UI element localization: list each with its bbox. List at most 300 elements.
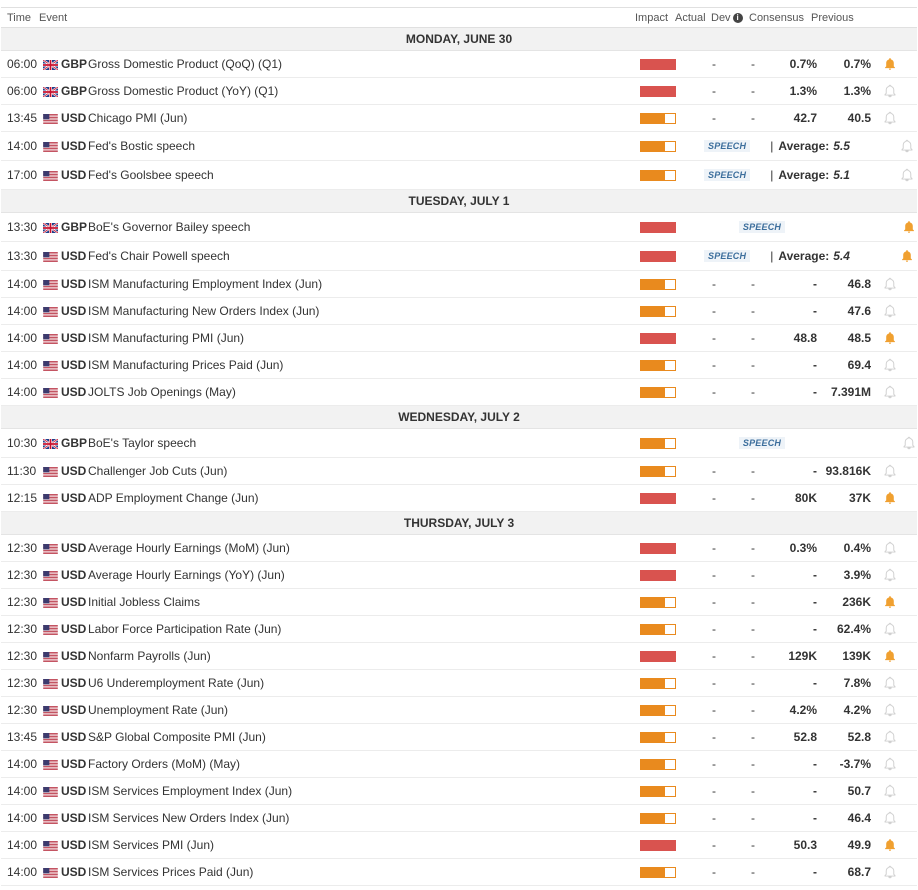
actual-value: - bbox=[712, 568, 716, 582]
impact-medium-bar bbox=[640, 624, 676, 635]
impact-medium-bar bbox=[640, 360, 676, 371]
speech-badge: SPEECH bbox=[739, 437, 785, 449]
event-time: 14:00 bbox=[7, 139, 38, 153]
event-name[interactable]: Fed's Chair Powell speech bbox=[88, 249, 230, 263]
event-row[interactable] bbox=[1, 616, 917, 643]
bell-icon[interactable] bbox=[900, 139, 914, 153]
previous-value: 0.7% bbox=[843, 57, 871, 71]
impact-medium-bar bbox=[640, 466, 676, 477]
us-flag-icon bbox=[43, 493, 58, 503]
deviation-value: - bbox=[751, 676, 755, 690]
currency-code: GBP bbox=[61, 84, 88, 98]
event-time: 14:00 bbox=[7, 277, 38, 291]
impact-fill bbox=[641, 361, 665, 370]
event-time: 14:00 bbox=[7, 358, 38, 372]
event-name[interactable]: Gross Domestic Product (YoY) (Q1) bbox=[88, 84, 279, 98]
consensus-value: - bbox=[813, 811, 817, 825]
deviation-value: - bbox=[751, 784, 755, 798]
event-name[interactable]: ISM Manufacturing New Orders Index (Jun) bbox=[88, 304, 320, 318]
impact-medium-bar bbox=[640, 813, 676, 824]
deviation-value: - bbox=[751, 649, 755, 663]
uk-flag-icon bbox=[43, 86, 58, 96]
impact-fill bbox=[641, 625, 665, 634]
actual-value: - bbox=[712, 304, 716, 318]
bell-icon[interactable] bbox=[900, 168, 914, 182]
event-name[interactable]: S&P Global Composite PMI (Jun) bbox=[88, 730, 266, 744]
currency-code: USD bbox=[61, 595, 87, 609]
event-time: 12:30 bbox=[7, 541, 38, 555]
event-time: 14:00 bbox=[7, 838, 38, 852]
event-name[interactable]: ISM Services PMI (Jun) bbox=[88, 838, 215, 852]
event-row[interactable] bbox=[1, 429, 917, 458]
us-flag-icon bbox=[43, 867, 58, 877]
impact-medium-bar bbox=[640, 867, 676, 878]
currency-code: USD bbox=[61, 865, 87, 879]
event-name[interactable]: BoE's Governor Bailey speech bbox=[88, 220, 251, 234]
us-flag-icon bbox=[43, 113, 58, 123]
speech-cell bbox=[678, 221, 846, 233]
currency-code: GBP bbox=[61, 220, 88, 234]
actual-value: - bbox=[712, 541, 716, 555]
event-time: 13:30 bbox=[7, 249, 38, 263]
impact-high-bar bbox=[640, 251, 676, 262]
event-name[interactable]: Chicago PMI (Jun) bbox=[88, 111, 188, 125]
actual-value: - bbox=[712, 703, 716, 717]
impact-high-bar bbox=[640, 493, 676, 504]
event-name[interactable]: Unemployment Rate (Jun) bbox=[88, 703, 229, 717]
event-row[interactable] bbox=[1, 298, 917, 325]
event-name[interactable]: U6 Underemployment Rate (Jun) bbox=[88, 676, 265, 690]
bell-active-icon[interactable] bbox=[883, 649, 897, 663]
event-time: 14:00 bbox=[7, 865, 38, 879]
bell-icon[interactable] bbox=[883, 541, 897, 555]
event-row[interactable] bbox=[1, 161, 917, 190]
event-row[interactable] bbox=[1, 778, 917, 805]
bell-icon[interactable] bbox=[883, 622, 897, 636]
bell-icon[interactable] bbox=[902, 436, 916, 450]
event-name[interactable]: ISM Manufacturing Employment Index (Jun) bbox=[88, 277, 323, 291]
speech-cell bbox=[704, 168, 874, 182]
event-name[interactable]: Challenger Job Cuts (Jun) bbox=[88, 464, 228, 478]
currency-code: USD bbox=[61, 730, 87, 744]
event-row[interactable] bbox=[1, 859, 917, 886]
currency-code: USD bbox=[61, 703, 87, 717]
event-time: 14:00 bbox=[7, 784, 38, 798]
consensus-value: - bbox=[813, 676, 817, 690]
speech-cell bbox=[704, 249, 874, 263]
event-row[interactable] bbox=[1, 271, 917, 298]
bell-icon[interactable] bbox=[883, 865, 897, 879]
impact-high-bar bbox=[640, 333, 676, 344]
event-row[interactable] bbox=[1, 697, 917, 724]
event-time: 12:30 bbox=[7, 676, 38, 690]
bell-active-icon[interactable] bbox=[883, 57, 897, 71]
bell-icon[interactable] bbox=[883, 277, 897, 291]
uk-flag-icon bbox=[43, 222, 58, 232]
currency-code: USD bbox=[61, 331, 87, 345]
event-row[interactable] bbox=[1, 51, 917, 78]
event-time: 11:30 bbox=[7, 464, 37, 478]
currency-code: USD bbox=[61, 277, 87, 291]
speech-badge: SPEECH bbox=[704, 250, 750, 262]
deviation-value: - bbox=[751, 757, 755, 771]
bell-icon[interactable] bbox=[883, 111, 897, 125]
impact-fill bbox=[640, 493, 676, 504]
consensus-value: 48.8 bbox=[793, 331, 817, 345]
currency-code: USD bbox=[61, 622, 87, 636]
event-time: 06:00 bbox=[7, 84, 38, 98]
event-row[interactable] bbox=[1, 78, 917, 105]
impact-fill bbox=[641, 733, 665, 742]
consensus-value: 0.3% bbox=[789, 541, 817, 555]
us-flag-icon bbox=[43, 387, 58, 397]
previous-value: 48.5 bbox=[847, 331, 871, 345]
event-time: 13:45 bbox=[7, 730, 38, 744]
currency-code: USD bbox=[61, 358, 87, 372]
previous-value: 46.4 bbox=[847, 811, 871, 825]
event-row[interactable] bbox=[1, 643, 917, 670]
impact-medium-bar bbox=[640, 279, 676, 290]
event-name[interactable]: Average Hourly Earnings (MoM) (Jun) bbox=[88, 541, 290, 555]
deviation-value: - bbox=[751, 595, 755, 609]
currency-code: USD bbox=[61, 838, 87, 852]
speech-badge: SPEECH bbox=[704, 140, 750, 152]
actual-value: - bbox=[712, 111, 716, 125]
header-consensus: Consensus bbox=[749, 11, 805, 24]
event-time: 13:30 bbox=[7, 220, 38, 234]
currency-code: USD bbox=[61, 491, 87, 505]
currency-code: USD bbox=[61, 249, 87, 263]
event-name[interactable]: ISM Manufacturing Prices Paid (Jun) bbox=[88, 358, 284, 372]
consensus-value: 50.3 bbox=[793, 838, 817, 852]
average-label: Average: bbox=[778, 249, 830, 263]
calendar-body bbox=[1, 28, 917, 886]
deviation-value: - bbox=[751, 811, 755, 825]
event-name[interactable]: BoE's Taylor speech bbox=[88, 436, 197, 450]
bell-active-icon[interactable] bbox=[883, 838, 897, 852]
bell-active-icon[interactable] bbox=[883, 595, 897, 609]
bell-icon[interactable] bbox=[883, 811, 897, 825]
consensus-value: - bbox=[813, 757, 817, 771]
impact-fill bbox=[640, 59, 676, 70]
actual-value: - bbox=[712, 491, 716, 505]
event-row[interactable] bbox=[1, 751, 917, 778]
us-flag-icon bbox=[43, 466, 58, 476]
us-flag-icon bbox=[43, 360, 58, 370]
event-name[interactable]: Initial Jobless Claims bbox=[88, 595, 201, 609]
bell-icon[interactable] bbox=[883, 84, 897, 98]
consensus-value: - bbox=[813, 865, 817, 879]
impact-fill bbox=[640, 840, 676, 851]
consensus-value: - bbox=[813, 358, 817, 372]
actual-value: - bbox=[712, 385, 716, 399]
currency-code: USD bbox=[61, 784, 87, 798]
us-flag-icon bbox=[43, 570, 58, 580]
impact-high-bar bbox=[640, 651, 676, 662]
uk-flag-icon bbox=[43, 59, 58, 69]
event-row[interactable] bbox=[1, 805, 917, 832]
bell-icon[interactable] bbox=[883, 703, 897, 717]
event-time: 13:45 bbox=[7, 111, 38, 125]
consensus-value: 80K bbox=[794, 491, 817, 505]
previous-value: 37K bbox=[848, 491, 871, 505]
impact-fill bbox=[640, 651, 676, 662]
impact-fill bbox=[641, 171, 665, 180]
impact-fill bbox=[641, 679, 665, 688]
event-row[interactable] bbox=[1, 132, 917, 161]
event-name[interactable]: Fed's Bostic speech bbox=[88, 139, 196, 153]
consensus-value: 1.3% bbox=[789, 84, 817, 98]
event-name[interactable]: Nonfarm Payrolls (Jun) bbox=[88, 649, 211, 663]
previous-value: -3.7% bbox=[839, 757, 871, 771]
event-name[interactable]: Average Hourly Earnings (YoY) (Jun) bbox=[88, 568, 285, 582]
separator: | bbox=[770, 168, 774, 182]
consensus-value: - bbox=[813, 622, 817, 636]
impact-fill bbox=[641, 114, 665, 123]
bell-icon[interactable] bbox=[883, 784, 897, 798]
impact-fill bbox=[641, 598, 665, 607]
impact-medium-bar bbox=[640, 170, 676, 181]
actual-value: - bbox=[712, 838, 716, 852]
consensus-value: 4.2% bbox=[789, 703, 817, 717]
previous-value: 46.8 bbox=[847, 277, 871, 291]
us-flag-icon bbox=[43, 786, 58, 796]
event-time: 17:00 bbox=[7, 168, 38, 182]
event-row[interactable] bbox=[1, 670, 917, 697]
event-row[interactable] bbox=[1, 105, 917, 132]
consensus-value: - bbox=[813, 277, 817, 291]
event-name[interactable]: ISM Services Employment Index (Jun) bbox=[88, 784, 293, 798]
deviation-value: - bbox=[751, 491, 755, 505]
average-number: 5.1 bbox=[833, 168, 850, 182]
previous-value: 7.391M bbox=[830, 385, 871, 399]
currency-code: USD bbox=[61, 168, 87, 182]
consensus-value: - bbox=[813, 304, 817, 318]
us-flag-icon bbox=[43, 543, 58, 553]
impact-high-bar bbox=[640, 543, 676, 554]
actual-value: - bbox=[712, 358, 716, 372]
event-name[interactable]: Labor Force Participation Rate (Jun) bbox=[88, 622, 282, 636]
event-row[interactable] bbox=[1, 535, 917, 562]
uk-flag-icon bbox=[43, 438, 58, 448]
previous-value: 40.5 bbox=[847, 111, 871, 125]
event-time: 10:30 bbox=[7, 436, 38, 450]
deviation-value: - bbox=[751, 568, 755, 582]
impact-high-bar bbox=[640, 222, 676, 233]
info-icon[interactable]: i bbox=[733, 13, 743, 23]
event-time: 12:30 bbox=[7, 649, 38, 663]
previous-value: 68.7 bbox=[847, 865, 871, 879]
bell-active-icon[interactable] bbox=[900, 249, 914, 263]
impact-fill bbox=[641, 439, 665, 448]
speech-badge: SPEECH bbox=[704, 169, 750, 181]
event-row[interactable] bbox=[1, 562, 917, 589]
event-name[interactable]: Gross Domestic Product (QoQ) (Q1) bbox=[88, 57, 283, 71]
economic-calendar bbox=[1, 7, 917, 886]
event-name[interactable]: Fed's Goolsbee speech bbox=[88, 168, 214, 182]
event-name[interactable]: ISM Manufacturing PMI (Jun) bbox=[88, 331, 245, 345]
event-row[interactable] bbox=[1, 242, 917, 271]
currency-code: USD bbox=[61, 464, 87, 478]
impact-fill bbox=[641, 280, 665, 289]
previous-value: 7.8% bbox=[843, 676, 871, 690]
actual-value: - bbox=[712, 277, 716, 291]
event-row[interactable] bbox=[1, 379, 917, 406]
impact-fill bbox=[640, 251, 676, 262]
event-name[interactable]: ISM Services New Orders Index (Jun) bbox=[88, 811, 290, 825]
deviation-value: - bbox=[751, 730, 755, 744]
event-time: 06:00 bbox=[7, 57, 38, 71]
day-header: WEDNESDAY, JULY 2 bbox=[1, 406, 917, 429]
event-name[interactable]: Factory Orders (MoM) (May) bbox=[88, 757, 241, 771]
us-flag-icon bbox=[43, 333, 58, 343]
consensus-value: 42.7 bbox=[793, 111, 817, 125]
consensus-value: 129K bbox=[788, 649, 817, 663]
event-time: 14:00 bbox=[7, 331, 38, 345]
impact-medium-bar bbox=[640, 759, 676, 770]
actual-value: - bbox=[712, 757, 716, 771]
deviation-value: - bbox=[751, 358, 755, 372]
us-flag-icon bbox=[43, 678, 58, 688]
actual-value: - bbox=[712, 622, 716, 636]
us-flag-icon bbox=[43, 251, 58, 261]
deviation-value: - bbox=[751, 331, 755, 345]
impact-medium-bar bbox=[640, 705, 676, 716]
consensus-value: - bbox=[813, 385, 817, 399]
currency-code: GBP bbox=[61, 57, 88, 71]
header-impact: Impact bbox=[635, 11, 669, 24]
impact-fill bbox=[641, 868, 665, 877]
impact-fill bbox=[640, 333, 676, 344]
actual-value: - bbox=[712, 57, 716, 71]
impact-high-bar bbox=[640, 86, 676, 97]
bell-icon[interactable] bbox=[883, 730, 897, 744]
us-flag-icon bbox=[43, 759, 58, 769]
event-row[interactable] bbox=[1, 485, 917, 512]
average-value bbox=[770, 249, 850, 263]
consensus-value: - bbox=[813, 595, 817, 609]
previous-value: 52.8 bbox=[847, 730, 871, 744]
bell-active-icon[interactable] bbox=[883, 491, 897, 505]
average-label: Average: bbox=[778, 168, 830, 182]
us-flag-icon bbox=[43, 813, 58, 823]
currency-code: USD bbox=[61, 139, 87, 153]
event-name[interactable]: ISM Services Prices Paid (Jun) bbox=[88, 865, 254, 879]
bell-icon[interactable] bbox=[883, 358, 897, 372]
consensus-value: 0.7% bbox=[789, 57, 817, 71]
speech-badge: SPEECH bbox=[739, 221, 785, 233]
event-name[interactable]: JOLTS Job Openings (May) bbox=[88, 385, 236, 399]
impact-fill bbox=[640, 222, 676, 233]
separator: | bbox=[770, 139, 774, 153]
event-row[interactable] bbox=[1, 589, 917, 616]
impact-fill bbox=[641, 760, 665, 769]
impact-fill bbox=[640, 86, 676, 97]
us-flag-icon bbox=[43, 705, 58, 715]
day-header: TUESDAY, JULY 1 bbox=[1, 190, 917, 213]
currency-code: USD bbox=[61, 676, 87, 690]
impact-medium-bar bbox=[640, 438, 676, 449]
impact-medium-bar bbox=[640, 597, 676, 608]
event-time: 12:30 bbox=[7, 595, 38, 609]
currency-code: USD bbox=[61, 757, 87, 771]
currency-code: USD bbox=[61, 385, 87, 399]
day-header: MONDAY, JUNE 30 bbox=[1, 28, 917, 51]
previous-value: 49.9 bbox=[847, 838, 871, 852]
impact-fill bbox=[640, 570, 676, 581]
event-time: 14:00 bbox=[7, 757, 38, 771]
impact-fill bbox=[641, 706, 665, 715]
bell-icon[interactable] bbox=[883, 464, 897, 478]
consensus-value: - bbox=[813, 464, 817, 478]
impact-medium-bar bbox=[640, 306, 676, 317]
actual-value: - bbox=[712, 730, 716, 744]
impact-fill bbox=[641, 814, 665, 823]
currency-code: USD bbox=[61, 304, 87, 318]
header-dev bbox=[711, 12, 749, 24]
event-time: 14:00 bbox=[7, 304, 38, 318]
event-name[interactable]: ADP Employment Change (Jun) bbox=[88, 491, 259, 505]
previous-value: 1.3% bbox=[843, 84, 871, 98]
currency-code: GBP bbox=[61, 436, 88, 450]
previous-value: 62.4% bbox=[836, 622, 871, 636]
bell-active-icon[interactable] bbox=[883, 331, 897, 345]
bell-icon[interactable] bbox=[883, 304, 897, 318]
deviation-value: - bbox=[751, 385, 755, 399]
deviation-value: - bbox=[751, 84, 755, 98]
header-actual: Actual bbox=[675, 11, 706, 24]
consensus-value: - bbox=[813, 784, 817, 798]
deviation-value: - bbox=[751, 57, 755, 71]
bell-icon[interactable] bbox=[883, 757, 897, 771]
event-time: 14:00 bbox=[7, 811, 38, 825]
event-row[interactable] bbox=[1, 213, 917, 242]
header-event: Event bbox=[39, 11, 68, 24]
speech-cell bbox=[704, 139, 874, 153]
actual-value: - bbox=[712, 811, 716, 825]
event-row[interactable] bbox=[1, 724, 917, 751]
event-row[interactable] bbox=[1, 325, 917, 352]
event-row[interactable] bbox=[1, 832, 917, 859]
us-flag-icon bbox=[43, 306, 58, 316]
impact-fill bbox=[641, 307, 665, 316]
actual-value: - bbox=[712, 676, 716, 690]
header-previous: Previous bbox=[811, 11, 854, 24]
actual-value: - bbox=[712, 464, 716, 478]
actual-value: - bbox=[712, 84, 716, 98]
actual-value: - bbox=[712, 649, 716, 663]
bell-active-icon[interactable] bbox=[902, 220, 916, 234]
previous-value: 0.4% bbox=[843, 541, 871, 555]
event-row[interactable] bbox=[1, 352, 917, 379]
deviation-value: - bbox=[751, 304, 755, 318]
bell-icon[interactable] bbox=[883, 385, 897, 399]
currency-code: USD bbox=[61, 541, 87, 555]
currency-code: USD bbox=[61, 649, 87, 663]
event-time: 14:00 bbox=[7, 385, 38, 399]
event-row[interactable] bbox=[1, 458, 917, 485]
actual-value: - bbox=[712, 784, 716, 798]
header-time: Time bbox=[7, 11, 32, 24]
event-time: 12:30 bbox=[7, 703, 38, 717]
us-flag-icon bbox=[43, 732, 58, 742]
currency-code: USD bbox=[61, 811, 87, 825]
us-flag-icon bbox=[43, 170, 58, 180]
bell-icon[interactable] bbox=[883, 568, 897, 582]
previous-value: 3.9% bbox=[843, 568, 871, 582]
bell-icon[interactable] bbox=[883, 676, 897, 690]
previous-value: 236K bbox=[842, 595, 871, 609]
